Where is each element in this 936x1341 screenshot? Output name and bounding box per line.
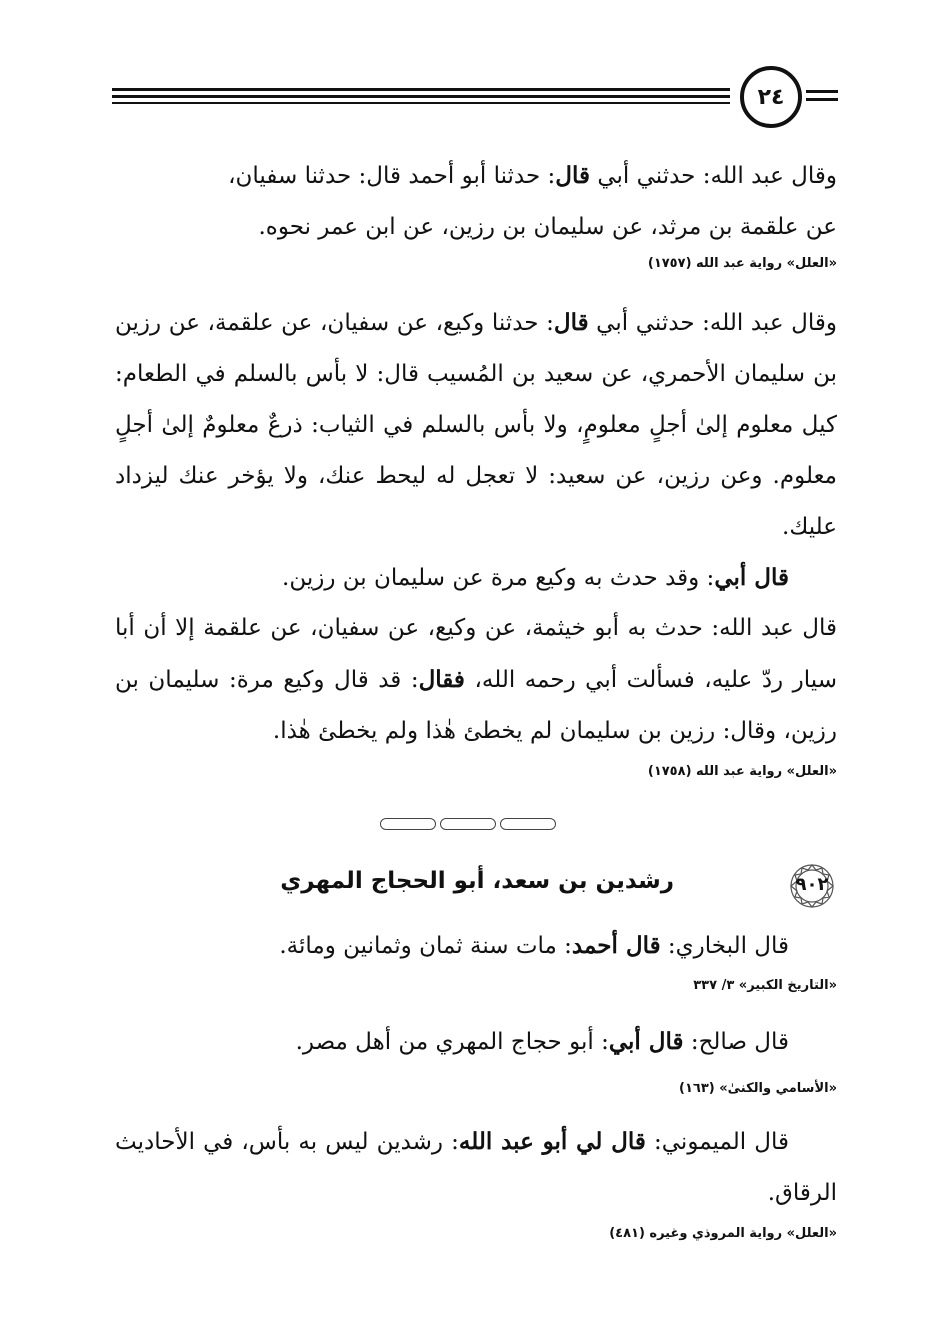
paragraph-4 [115, 603, 837, 757]
paragraph-6 [115, 1016, 837, 1068]
header-rule [112, 95, 730, 98]
paragraph-3 [115, 552, 837, 604]
header-rule [806, 98, 838, 101]
bold-run: قال لي أبو عبد الله [458, 1128, 646, 1155]
source-citation: «الأسامي والكنىٰ» (١٦٣) [679, 1081, 837, 1096]
header-rule [112, 88, 730, 91]
text-run: : حدثنا وكيع، عن سفيان، عن علقمة، عن رزين بن سليمان الأحمري، عن سعيد بن المُسيب قال: لا بأس بالسلم في الطعام: كيل معلوم إلىٰ أجلٍ معلومٍ، ولا بأس بالسلم في الثياب: ذرعٌ معلومٌ إلىٰ أجلٍ معلوم. وعن رزين، عن سعيد: لا تعجل له ليحط عنك، ولا يؤخر عنك ليزداد عليك. [115, 310, 837, 540]
source-citation: «العلل» رواية عبد الله (١٧٥٧) [647, 256, 837, 271]
entry-heading [115, 862, 837, 910]
entry-number: ٩٠٢ [795, 874, 829, 895]
text-run: : رشدين ليس به بأس، في الأحاديث الرقاق. [115, 1129, 837, 1206]
page-number: ٢٤ [740, 66, 802, 128]
page-header [112, 62, 838, 122]
text-run: : أبو حجاج المهري من أهل مصر. [295, 1029, 609, 1055]
text-run: قال البخاري: [660, 933, 789, 959]
text-run: : وقد حدث به وكيع مرة عن سليمان بن رزين. [282, 565, 715, 591]
section-divider-ornament [380, 816, 556, 832]
text-run: قال صالح: [683, 1029, 789, 1055]
text-run: : حدثنا أبو أحمد قال: حدثنا سفيان، [228, 163, 556, 189]
source-citation: «العلل» رواية عبد الله (١٧٥٨) [647, 764, 837, 779]
entry-number-badge [787, 862, 837, 910]
bold-run: قال أبي [608, 1028, 684, 1055]
paragraph-2 [115, 297, 837, 553]
text-run: عن علقمة بن مرثد، عن سليمان بن رزين، عن ابن عمر نحوه. [258, 214, 837, 240]
text-run: : قد قال وكيع مرة: سليمان بن رزين، وقال: رزين بن سليمان لم يخطئ هٰذا ولم يخطئ هٰذا. [115, 667, 837, 744]
ornament-loop [500, 818, 556, 830]
source-citation: «التاريخ الكبير» ٣/ ٣٣٧ [693, 978, 837, 993]
source-citation: «العلل» رواية المروذي وغيره (٤٨١) [609, 1226, 837, 1241]
paragraph-7 [115, 1116, 837, 1219]
paragraph-1 [115, 150, 837, 253]
text-run: : مات سنة ثمان وثمانين ومائة. [279, 933, 572, 959]
entry-title: رشدين بن سعد، أبو الحجاج المهري [280, 868, 674, 894]
text-run: قال عبد الله: حدث به أبو خيثمة، عن وكيع، عن سفيان، عن علقمة إلا أن أبا سيار ردّ عليه، فسألت أبي رحمه الله، [115, 615, 838, 693]
header-rule [112, 102, 730, 104]
bold-run: قال [555, 162, 591, 189]
bold-run: فقال [418, 666, 465, 693]
text-run: قال الميموني: [645, 1129, 789, 1155]
text-run: وقال عبد الله: حدثني أبي [590, 163, 837, 189]
bold-run: قال [553, 309, 589, 336]
bold-run: قال أبي [714, 564, 789, 591]
ornament-loop [440, 818, 496, 830]
text-run: وقال عبد الله: حدثني أبي [588, 310, 837, 336]
paragraph-5 [115, 920, 837, 972]
ornament-loop [380, 818, 436, 830]
header-rule [806, 90, 838, 93]
bold-run: قال أحمد [571, 932, 661, 959]
